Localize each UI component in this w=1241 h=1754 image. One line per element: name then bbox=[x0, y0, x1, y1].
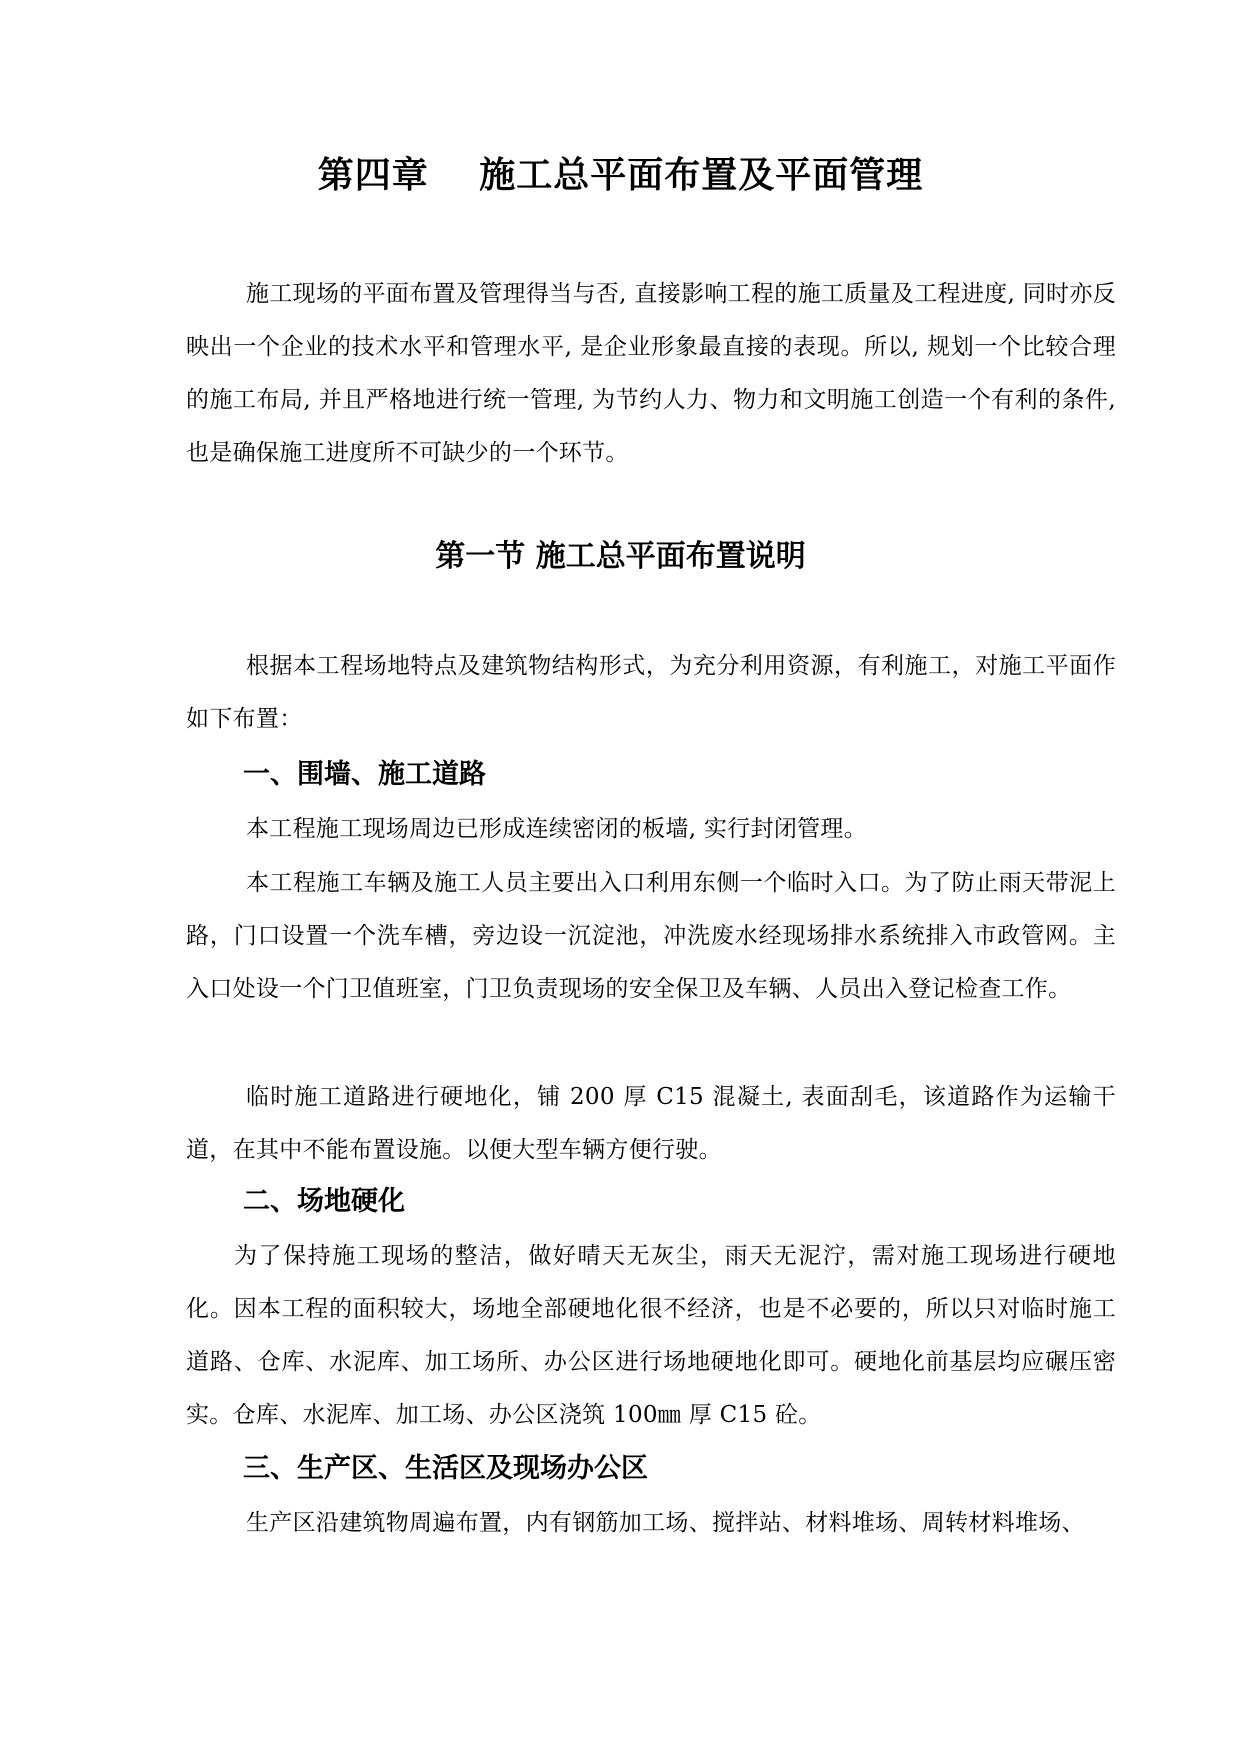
section-title: 第一节 施工总平面布置说明 bbox=[435, 539, 806, 574]
part1-heading: 一、围墙、施工道路 bbox=[243, 759, 486, 790]
part1-paragraph-3: 临时施工道路进行硬地化，铺 200 厚 C15 混凝土, 表面刮毛，该道路作为运输干道，在其中不能布置设施。以便大型车辆方便行驶。 bbox=[186, 1084, 1116, 1163]
part2-paragraph: 为了保持施工现场的整洁，做好晴天无灰尘，雨天无泥泞，需对施工现场进行硬地化。因本工程的面积较大，场地全部硬地化很不经济，也是不必要的，所以只对临时施工道路、仓库、水泥库、加工场所、办公区进行场地硬地化即可。硬地化前基层均应碾压密实。仓库、水泥库、加工场、办公区浇筑 100㎜ 厚 C15 砼。 bbox=[186, 1243, 1116, 1428]
part3-paragraph: 生产区沿建筑物周遍布置，内有钢筋加工场、搅拌站、材料堆场、周转材料堆场、 bbox=[246, 1510, 1085, 1536]
part3-heading: 三、生产区、生活区及现场办公区 bbox=[243, 1453, 648, 1484]
part1-paragraph-2: 本工程施工车辆及施工人员主要出入口利用东侧一个临时入口。为了防止雨天带泥上路，门口设置一个洗车槽，旁边设一沉淀池，冲洗废水经现场排水系统排入市政管网。主入口处设一个门卫值班室，门卫负责现场的安全保卫及车辆、人员出入登记检查工作。 bbox=[186, 870, 1116, 1002]
part2-heading: 二、场地硬化 bbox=[243, 1186, 405, 1217]
chapter-title: 第四章 施工总平面布置及平面管理 bbox=[317, 154, 924, 196]
intro-paragraph: 施工现场的平面布置及管理得当与否, 直接影响工程的施工质量及工程进度, 同时亦反映出一个企业的技术水平和管理水平, 是企业形象最直接的表现。所以, 规划一个比较合理的施工布局, 并且严格地进行统一管理, 为节约人力、物力和文明施工创造一个有利的条件, 也是确保施工进度所不可缺少的一个环节。 bbox=[186, 281, 1116, 466]
part1-paragraph-1: 本工程施工现场周边已形成连续密闭的板墙, 实行封闭管理。 bbox=[246, 816, 868, 842]
section-intro-paragraph: 根据本工程场地特点及建筑物结构形式，为充分利用资源，有利施工，对施工平面作如下布置： bbox=[186, 653, 1116, 732]
